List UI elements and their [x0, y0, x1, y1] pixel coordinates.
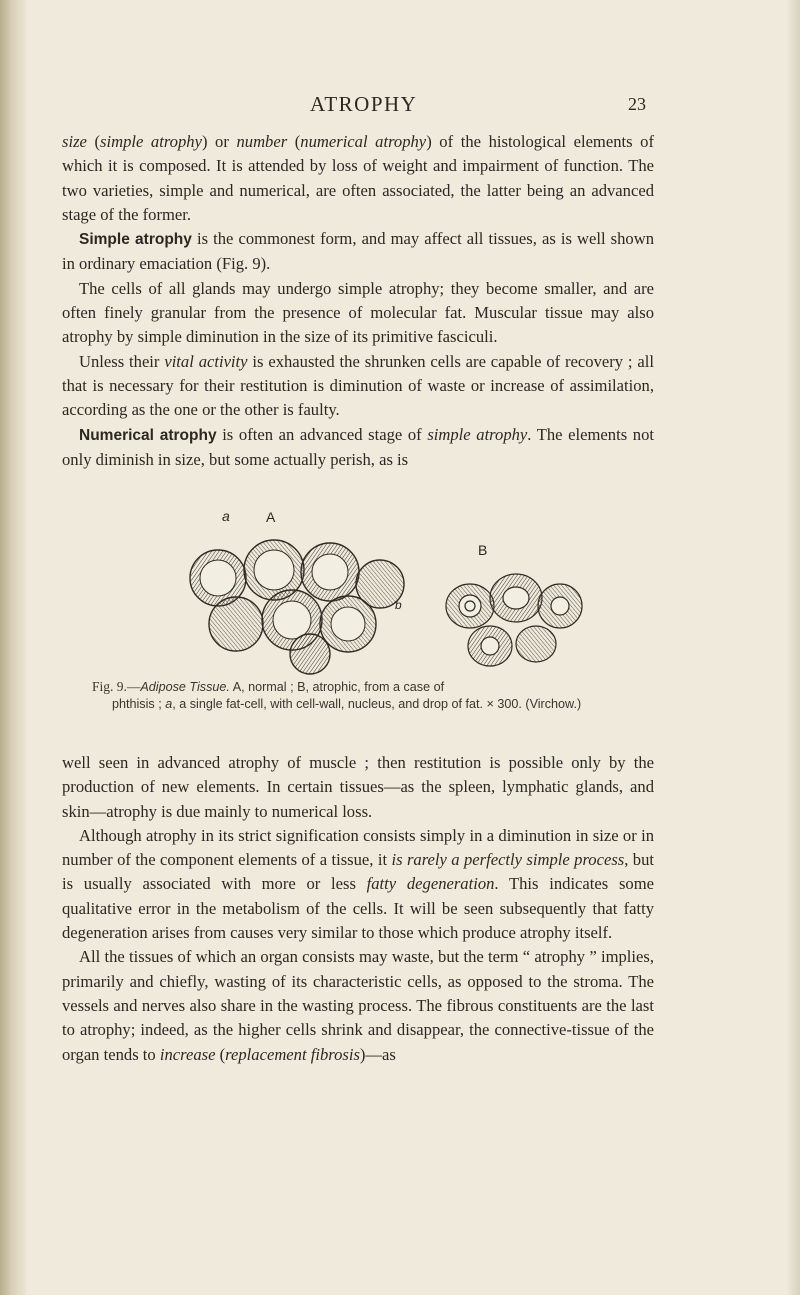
adipose-tissue-illustration	[60, 506, 660, 676]
italic-text: simple atrophy	[427, 424, 528, 444]
italic-text: replacement fibrosis	[225, 1044, 360, 1064]
figure-adipose-tissue	[60, 506, 660, 706]
page-number: 23	[628, 94, 646, 114]
paragraph	[62, 227, 654, 277]
atrophic-fat-cells	[446, 574, 582, 666]
text-run: All the tissues of which an organ consists may waste, but the term “ atrophy ” implies, primarily and chiefly, wasting of its characteristic cells, as opposed to the stroma. The vessels and nerves also share in the wasting process. The fibrous constituents are the last to atrophy; indeed, as the higher cells shrink and disappear, the connective-tissue of the organ tends to	[62, 947, 654, 1064]
italic-text: numerical atrophy	[300, 132, 427, 151]
paragraph	[62, 277, 654, 350]
paragraph	[62, 350, 654, 423]
text-block-bottom	[62, 751, 654, 1067]
figure-label-B: B	[478, 542, 488, 558]
caption-letter-a: a	[165, 697, 173, 711]
text-run: Unless their	[79, 351, 165, 371]
italic-text: size	[62, 132, 87, 151]
caption-text-2b: , a single fat-cell, with cell-wall, nucleus, and drop of fat. × 300. (Virchow.)	[172, 697, 582, 711]
text-run: is the commonest form, and may affect all tissues, as is well shown in ordinary emaciation (Fig. 9).	[62, 229, 654, 274]
text-run: (	[215, 1044, 226, 1064]
page-edge-shadow	[786, 0, 800, 1295]
italic-text: is rarely a perfectly simple process	[391, 850, 625, 870]
paragraph	[62, 423, 654, 473]
page-header	[0, 92, 800, 122]
paragraph	[62, 751, 654, 824]
text-run: (	[287, 132, 301, 151]
text-run: )—as	[359, 1044, 396, 1064]
text-run: Although atrophy in its strict signification consists simply in a diminution in size or in number of the component elements of a tissue, it	[62, 825, 654, 870]
caption-label: Fig. 9.—	[92, 679, 141, 694]
text-run: well seen in advanced atrophy of muscle ; then restitution is possible only by the production of new elements. In certain tissues—as the spleen, lymphatic glands, and skin—atrophy is due mainly to numerical loss.	[62, 753, 654, 821]
text-run: , but is usually associated with more or less	[62, 850, 654, 894]
figure-label-a: a	[222, 508, 230, 524]
caption-text-2a: phthisis ;	[112, 697, 166, 711]
caption-title: Adipose Tissue.	[140, 680, 230, 694]
text-run: The cells of all glands may undergo simple atrophy; they become smaller, and are often finely granular from the presence of molecular fat. Muscular tissue may also atrophy by simple diminution in the size of its primitive fasciculi.	[62, 278, 654, 347]
text-run: is exhausted the shrunken cells are capable of recovery ; all that is necessary for their restitution is diminution of waste or increase of assimilation, according as the one or the other is faulty.	[62, 351, 654, 420]
figure-label-b: b	[395, 598, 402, 612]
figure-label-A: A	[266, 509, 276, 525]
text-run: . The elements not only diminish in size, but some actually perish, as is	[62, 424, 654, 469]
normal-fat-cells	[190, 540, 404, 674]
text-run: ) of the histological elements of which it is composed. It is attended by loss of weight and impairment of function. The two varieties, simple and numerical, are often associated, the latter being an advanced stage of the former.	[62, 132, 654, 224]
figure-caption	[92, 678, 652, 713]
italic-text: number	[236, 132, 288, 151]
text-block-top	[62, 130, 654, 472]
italic-text: fatty degeneration	[366, 874, 495, 894]
italic-text: simple atrophy	[100, 132, 202, 151]
text-run: ) or	[201, 132, 237, 151]
bold-term: Numerical atrophy	[79, 426, 217, 444]
book-binding-shadow	[0, 0, 26, 1295]
text-run: (	[86, 132, 101, 151]
bold-term: Simple atrophy	[79, 231, 192, 249]
text-run: is often an advanced stage of	[216, 424, 428, 444]
running-title: ATROPHY	[310, 92, 418, 116]
paragraph	[62, 824, 654, 945]
paragraph	[62, 130, 654, 227]
caption-text-1: A, normal ; B, atrophic, from a case of	[229, 680, 445, 694]
paragraph	[62, 945, 654, 1066]
italic-text: increase	[159, 1044, 216, 1064]
italic-text: vital activity	[164, 351, 248, 371]
text-run: . This indicates some qualitative error in the metabolism of the cells. It will be seen subsequently that fatty degeneration arises from causes very similar to those which produce atrophy itself.	[62, 874, 654, 943]
